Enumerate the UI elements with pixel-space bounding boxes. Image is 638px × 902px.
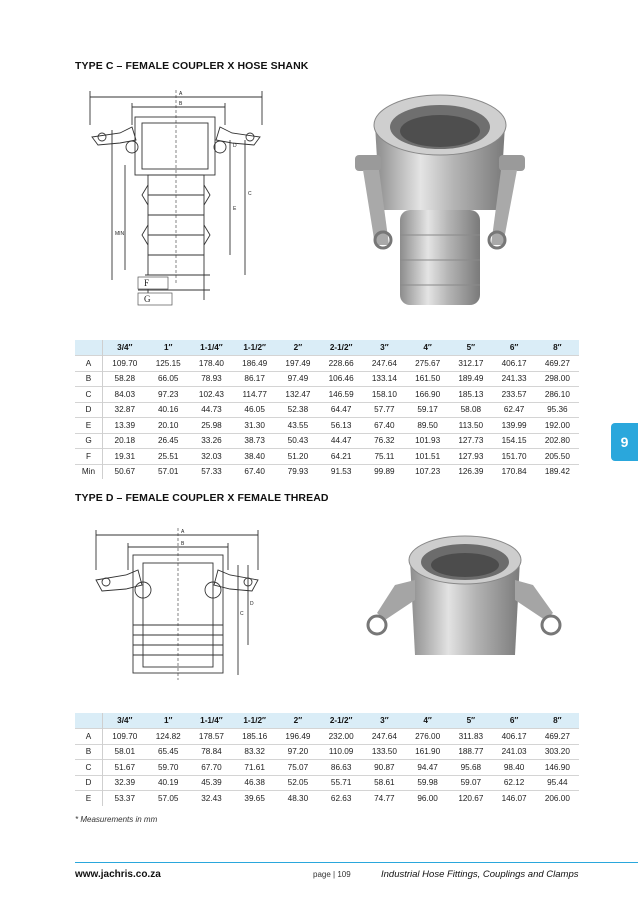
table-cell: 57.77 [363, 402, 406, 418]
row-label-cell: F [75, 449, 103, 465]
table-cell: 95.44 [536, 775, 579, 791]
measurement-note: * Measurements in mm [75, 815, 158, 824]
table-cell: 50.67 [103, 464, 147, 479]
dim-label-d: D [250, 601, 254, 607]
row-label-cell: D [75, 775, 103, 791]
table-cell: 58.28 [103, 371, 147, 387]
type-c-technical-drawing [80, 85, 275, 315]
table-cell: 59.98 [406, 775, 449, 791]
table-cell: 67.40 [363, 418, 406, 434]
table-cell: 186.49 [233, 356, 276, 372]
table-cell: 125.15 [147, 356, 190, 372]
type-c-coupler-photo [345, 85, 535, 310]
table-cell: 158.10 [363, 387, 406, 403]
table-cell: 298.00 [536, 371, 579, 387]
header-cell: 2″ [276, 713, 319, 729]
table-cell: 120.67 [449, 791, 492, 806]
table-cell: 58.08 [449, 402, 492, 418]
table-cell: 99.89 [363, 464, 406, 479]
table-cell: 247.64 [363, 356, 406, 372]
table-cell: 133.50 [363, 744, 406, 760]
table-cell: 38.73 [233, 433, 276, 449]
table-cell: 74.77 [363, 791, 406, 806]
header-cell: 5″ [449, 713, 492, 729]
table-row [75, 464, 579, 479]
table-cell: 95.68 [449, 760, 492, 776]
header-cell: 2-1/2″ [320, 340, 363, 356]
table-cell: 406.17 [492, 729, 535, 745]
table-cell: 83.32 [233, 744, 276, 760]
dim-label-c: C [248, 191, 252, 197]
table-cell: 185.16 [233, 729, 276, 745]
table-cell: 58.61 [363, 775, 406, 791]
table-cell: 205.50 [536, 449, 579, 465]
header-cell [75, 713, 103, 729]
table-cell: 102.43 [190, 387, 233, 403]
table-cell: 94.47 [406, 760, 449, 776]
table-cell: 233.57 [492, 387, 535, 403]
table-cell: 170.84 [492, 464, 535, 479]
header-cell: 1-1/4″ [190, 713, 233, 729]
table-cell: 206.00 [536, 791, 579, 806]
table-cell: 32.03 [190, 449, 233, 465]
table-cell: 25.51 [147, 449, 190, 465]
table-cell: 79.93 [276, 464, 319, 479]
row-label-cell: D [75, 402, 103, 418]
table-cell: 62.63 [320, 791, 363, 806]
table-row [75, 371, 579, 387]
table-cell: 53.37 [103, 791, 147, 806]
header-cell: 1-1/2″ [233, 713, 276, 729]
table-row [75, 775, 579, 791]
row-label-cell: E [75, 791, 103, 806]
table-cell: 178.40 [190, 356, 233, 372]
table-cell: 139.99 [492, 418, 535, 434]
table-cell: 55.71 [320, 775, 363, 791]
type-c-dimensions-table [75, 340, 579, 479]
type-d-table-body [75, 729, 579, 806]
table-cell: 126.39 [449, 464, 492, 479]
header-cell: 5″ [449, 340, 492, 356]
table-cell: 166.90 [406, 387, 449, 403]
table-cell: 196.49 [276, 729, 319, 745]
table-cell: 113.50 [449, 418, 492, 434]
header-cell: 8″ [536, 713, 579, 729]
table-cell: 31.30 [233, 418, 276, 434]
chapter-tab: 9 [611, 423, 638, 461]
table-cell: 303.20 [536, 744, 579, 760]
table-cell: 469.27 [536, 356, 579, 372]
section-title-type-c: TYPE C – FEMALE COUPLER X HOSE SHANK [75, 60, 309, 72]
table-cell: 132.47 [276, 387, 319, 403]
table-cell: 86.63 [320, 760, 363, 776]
header-cell: 8″ [536, 340, 579, 356]
table-cell: 58.01 [103, 744, 147, 760]
table-cell: 44.73 [190, 402, 233, 418]
table-cell: 89.50 [406, 418, 449, 434]
table-cell: 241.03 [492, 744, 535, 760]
footer-page-number: page | 109 [313, 870, 351, 879]
dim-label-min: MIN [115, 231, 125, 237]
table-cell: 84.03 [103, 387, 147, 403]
table-cell: 57.05 [147, 791, 190, 806]
table-cell: 13.39 [103, 418, 147, 434]
table-cell: 52.38 [276, 402, 319, 418]
table-cell: 107.23 [406, 464, 449, 479]
table-cell: 202.80 [536, 433, 579, 449]
table-cell: 50.43 [276, 433, 319, 449]
table-cell: 127.93 [449, 449, 492, 465]
row-label-cell: B [75, 371, 103, 387]
table-cell: 33.26 [190, 433, 233, 449]
table-cell: 146.90 [536, 760, 579, 776]
table-cell: 48.30 [276, 791, 319, 806]
row-label-cell: G [75, 433, 103, 449]
table-cell: 71.61 [233, 760, 276, 776]
table-cell: 66.05 [147, 371, 190, 387]
header-cell: 1″ [147, 340, 190, 356]
table-cell: 59.17 [406, 402, 449, 418]
table-header-row [75, 340, 579, 356]
type-d-dimensions-table [75, 713, 579, 806]
table-cell: 109.70 [103, 356, 147, 372]
header-cell [75, 340, 103, 356]
table-cell: 45.39 [190, 775, 233, 791]
row-label-cell: C [75, 760, 103, 776]
table-cell: 62.12 [492, 775, 535, 791]
header-cell: 1″ [147, 713, 190, 729]
table-row [75, 402, 579, 418]
table-row [75, 729, 579, 745]
footer-divider [75, 862, 638, 863]
row-label-cell: C [75, 387, 103, 403]
table-cell: 86.17 [233, 371, 276, 387]
table-cell: 40.16 [147, 402, 190, 418]
table-cell: 32.87 [103, 402, 147, 418]
table-cell: 109.70 [103, 729, 147, 745]
table-cell: 57.01 [147, 464, 190, 479]
table-cell: 44.47 [320, 433, 363, 449]
type-d-coupler-photo [355, 525, 565, 665]
table-cell: 78.84 [190, 744, 233, 760]
table-cell: 114.77 [233, 387, 276, 403]
table-cell: 62.47 [492, 402, 535, 418]
header-cell: 6″ [492, 713, 535, 729]
table-row [75, 760, 579, 776]
table-cell: 67.40 [233, 464, 276, 479]
table-row [75, 744, 579, 760]
table-cell: 75.11 [363, 449, 406, 465]
table-cell: 25.98 [190, 418, 233, 434]
table-cell: 192.00 [536, 418, 579, 434]
table-cell: 101.51 [406, 449, 449, 465]
dim-label-a: A [179, 91, 183, 97]
table-cell: 197.49 [276, 356, 319, 372]
table-cell: 127.73 [449, 433, 492, 449]
table-cell: 188.77 [449, 744, 492, 760]
row-label-cell: B [75, 744, 103, 760]
table-cell: 185.13 [449, 387, 492, 403]
header-cell: 2-1/2″ [320, 713, 363, 729]
table-row [75, 449, 579, 465]
table-cell: 59.70 [147, 760, 190, 776]
table-cell: 43.55 [276, 418, 319, 434]
table-cell: 67.70 [190, 760, 233, 776]
table-cell: 286.10 [536, 387, 579, 403]
table-cell: 90.87 [363, 760, 406, 776]
row-label-cell: Min [75, 464, 103, 479]
table-row [75, 433, 579, 449]
table-cell: 469.27 [536, 729, 579, 745]
table-cell: 91.53 [320, 464, 363, 479]
table-row [75, 356, 579, 372]
table-cell: 78.93 [190, 371, 233, 387]
table-cell: 65.45 [147, 744, 190, 760]
footer-description: Industrial Hose Fittings, Couplings and Clamps [381, 869, 579, 880]
dim-label-g: G [144, 294, 151, 304]
table-cell: 154.15 [492, 433, 535, 449]
table-cell: 38.40 [233, 449, 276, 465]
table-cell: 106.46 [320, 371, 363, 387]
table-cell: 52.05 [276, 775, 319, 791]
footer-website: www.jachris.co.za [75, 869, 161, 880]
table-cell: 97.23 [147, 387, 190, 403]
table-cell: 32.39 [103, 775, 147, 791]
row-label-cell: A [75, 356, 103, 372]
table-cell: 276.00 [406, 729, 449, 745]
dim-label-d: D [233, 143, 237, 149]
table-cell: 51.67 [103, 760, 147, 776]
table-cell: 46.05 [233, 402, 276, 418]
table-cell: 19.31 [103, 449, 147, 465]
header-cell: 1-1/2″ [233, 340, 276, 356]
dim-label-c: C [240, 611, 244, 617]
dim-label-b: B [181, 541, 185, 547]
dim-label-f: F [144, 278, 150, 288]
table-cell: 40.19 [147, 775, 190, 791]
table-cell: 95.36 [536, 402, 579, 418]
section-title-type-d: TYPE D – FEMALE COUPLER X FEMALE THREAD [75, 492, 329, 504]
header-cell: 3/4″ [103, 713, 147, 729]
dim-label-a: A [181, 529, 185, 535]
header-cell: 1-1/4″ [190, 340, 233, 356]
table-row [75, 791, 579, 806]
table-cell: 133.14 [363, 371, 406, 387]
table-cell: 51.20 [276, 449, 319, 465]
table-cell: 189.42 [536, 464, 579, 479]
header-cell: 3″ [363, 713, 406, 729]
table-cell: 96.00 [406, 791, 449, 806]
table-cell: 232.00 [320, 729, 363, 745]
table-cell: 20.10 [147, 418, 190, 434]
table-cell: 151.70 [492, 449, 535, 465]
row-label-cell: A [75, 729, 103, 745]
table-cell: 241.33 [492, 371, 535, 387]
header-cell: 2″ [276, 340, 319, 356]
table-cell: 228.66 [320, 356, 363, 372]
table-cell: 64.47 [320, 402, 363, 418]
table-cell: 189.49 [449, 371, 492, 387]
table-cell: 59.07 [449, 775, 492, 791]
table-cell: 146.07 [492, 791, 535, 806]
header-cell: 4″ [406, 340, 449, 356]
table-cell: 110.09 [320, 744, 363, 760]
header-cell: 4″ [406, 713, 449, 729]
row-label-cell: E [75, 418, 103, 434]
table-cell: 20.18 [103, 433, 147, 449]
header-cell: 3/4″ [103, 340, 147, 356]
table-cell: 161.50 [406, 371, 449, 387]
header-cell: 6″ [492, 340, 535, 356]
table-cell: 312.17 [449, 356, 492, 372]
table-cell: 76.32 [363, 433, 406, 449]
table-header-row [75, 713, 579, 729]
table-cell: 124.82 [147, 729, 190, 745]
type-d-technical-drawing [88, 525, 268, 685]
table-cell: 97.20 [276, 744, 319, 760]
table-cell: 97.49 [276, 371, 319, 387]
table-cell: 247.64 [363, 729, 406, 745]
table-cell: 32.43 [190, 791, 233, 806]
table-row [75, 387, 579, 403]
type-c-table-body [75, 356, 579, 480]
table-cell: 64.21 [320, 449, 363, 465]
table-cell: 57.33 [190, 464, 233, 479]
table-cell: 26.45 [147, 433, 190, 449]
dim-label-e: E [233, 206, 237, 212]
table-cell: 406.17 [492, 356, 535, 372]
table-cell: 146.59 [320, 387, 363, 403]
header-cell: 3″ [363, 340, 406, 356]
table-cell: 98.40 [492, 760, 535, 776]
table-cell: 39.65 [233, 791, 276, 806]
table-cell: 75.07 [276, 760, 319, 776]
table-cell: 101.93 [406, 433, 449, 449]
table-cell: 311.83 [449, 729, 492, 745]
table-cell: 161.90 [406, 744, 449, 760]
table-cell: 275.67 [406, 356, 449, 372]
table-row [75, 418, 579, 434]
dim-label-b: B [179, 101, 183, 107]
table-cell: 178.57 [190, 729, 233, 745]
table-cell: 56.13 [320, 418, 363, 434]
table-cell: 46.38 [233, 775, 276, 791]
